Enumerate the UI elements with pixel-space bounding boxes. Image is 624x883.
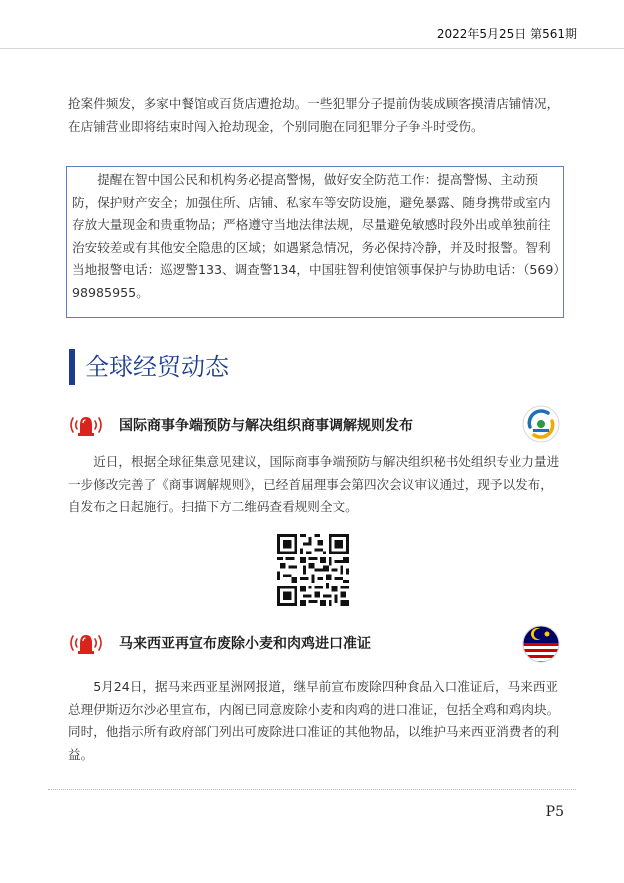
organization-logo-icon [522, 405, 560, 443]
notice-paragraph: 提醒在智中国公民和机构务必提高警惕，做好安全防范工作：提高警惕、主动预防，保护财产安全；加强住所、店铺、私家车等安防设施，避免暴露、随身携带或室内存放大量现金和贵重物品；严格遵守当地法律法规，尽量避免敏感时段外出或单独前往治安较差或有其他安全隐患的区域；如遇紧急情况，务必保持冷静，并及时报警。智利当地报警电话：巡逻警133、调查警134，中国驻智利使馆领事保护与协助电话：（569）98985955。 [72, 172, 560, 300]
section-title: 全球经贸动态 [85, 353, 229, 381]
intro-paragraph: 抢案件频发，多家中餐馆或百货店遭抢劫。一些犯罪分子提前伪装成顾客摸清店铺情况，在店铺营业即将结束时闯入抢劫现金，个别同胞在同犯罪分子争斗时受伤。 [68, 96, 560, 134]
section-marker [69, 349, 75, 385]
qr-code[interactable] [277, 534, 349, 606]
news-body-malaysia: 5月24日，据马来西亚星洲网报道，继早前宣布废除四种食品入口准证后，马来西亚总理伊斯迈尔沙必里宣布，内阁已同意废除小麦和肉鸡的进口准证，包括全鸡和鸡肉块。同时，他指示所有政府部门列出可废除进口准证的其他物品，以维护马来西亚消费者的利益。 [68, 679, 560, 762]
header-date: 2022年5月25日 第561期 [436, 27, 577, 41]
footer-divider [48, 789, 576, 790]
alarm-icon [66, 412, 106, 438]
news-title-malaysia: 马来西亚再宣布废除小麦和肉鸡进口准证 [119, 636, 371, 652]
news-body-icdpaso: 近日，根据全球征集意见建议，国际商事争端预防与解决组织秘书处组织专业力量进一步修改完善了《商事调解规则》，已经首届理事会第四次会议审议通过，现予以发布，自发布之日起施行。扫描下方二维码查看规则全文。 [68, 454, 560, 514]
header-divider [0, 48, 624, 49]
alarm-icon [66, 630, 106, 656]
news-title-icdpaso: 国际商事争端预防与解决组织商事调解规则发布 [119, 418, 413, 434]
page-number: P5 [545, 804, 564, 820]
malaysia-flag-icon [522, 625, 560, 663]
